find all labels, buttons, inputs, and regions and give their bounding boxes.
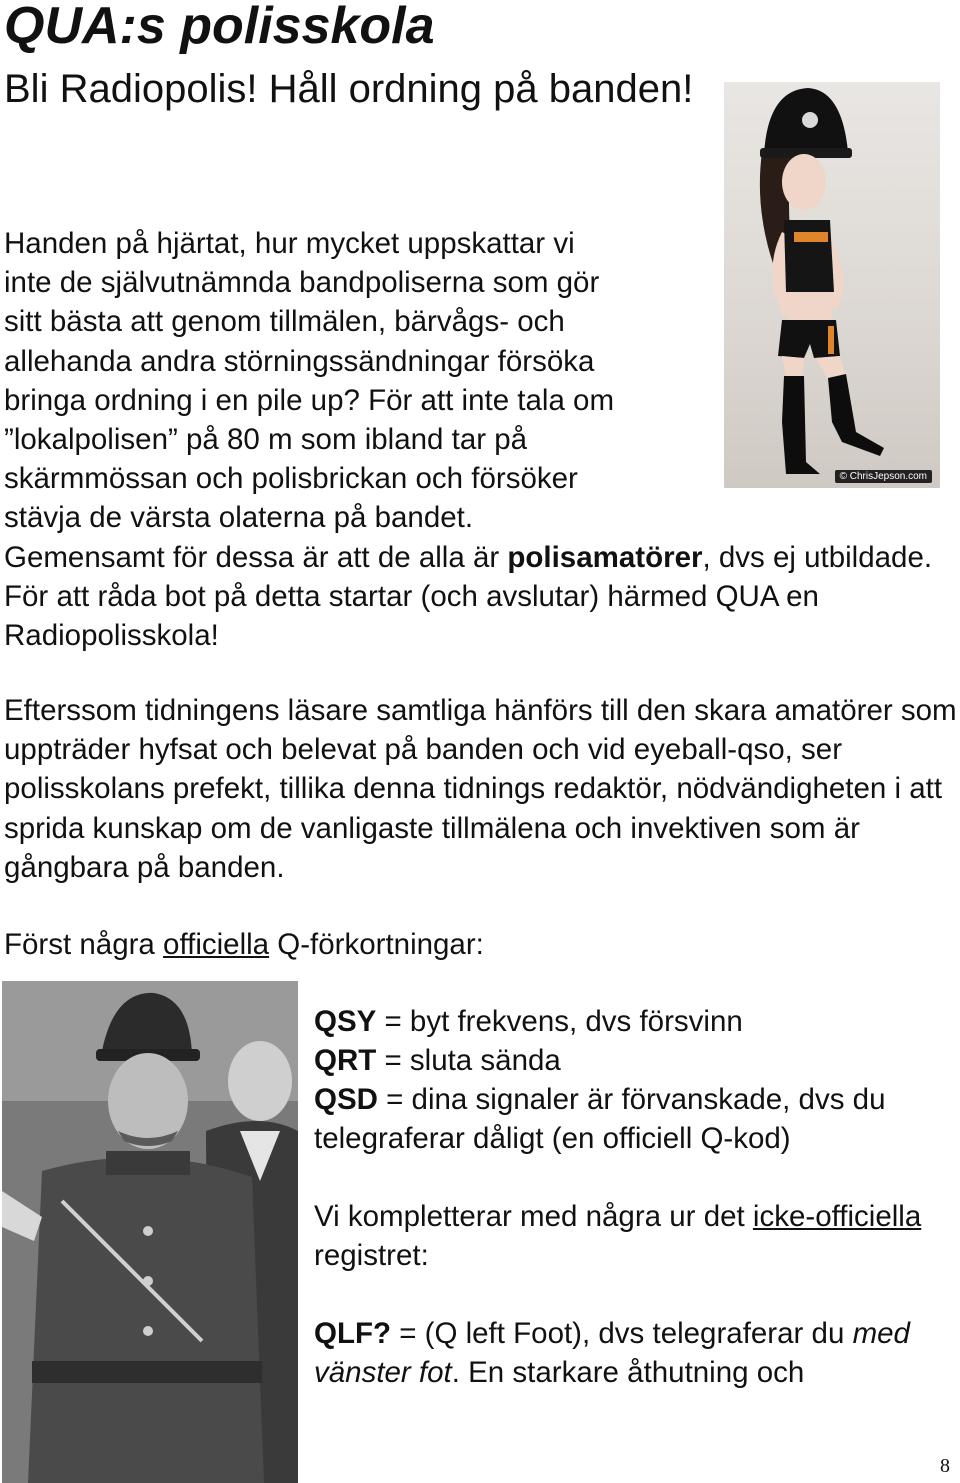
intro-line: inte de självutnämnda bandpoliserna som gör [4,266,600,300]
q-code-list [314,1002,954,1392]
q-code-meaning: = (Q left Foot), dvs telegraferar du [391,1317,853,1350]
police-officers-photo [2,981,298,1483]
q-code: QLF? [314,1317,392,1350]
q-code-meaning-end: . En starkare åthutning och [451,1356,805,1389]
q-code: QSY [314,1005,377,1038]
intro-line: ”lokalpolisen” på 80 m som ibland tar på [4,423,528,457]
q-code-meaning: = byt frekvens, dvs försvinn [376,1005,743,1038]
unofficial-intro-underlined: icke-officiella [752,1200,922,1233]
list-spacer [314,1275,954,1314]
page-subtitle: Bli Radiopolis! Håll ordning på banden! [4,67,694,111]
intro-paragraph [4,224,954,655]
official-intro-after: Q-förkortningar: [269,928,484,961]
police-officers-figure [2,981,298,1483]
intro-line: Handen på hjärtat, hur mycket uppskattar vi [4,227,575,260]
official-codes-intro [4,925,704,964]
unofficial-codes-intro [314,1197,954,1275]
unofficial-intro-before: Vi kompletterar med några ur det [314,1200,753,1233]
page-title: QUA:s polisskola [4,0,435,55]
unofficial-intro-after: registret: [314,1239,429,1272]
q-code: QRT [314,1044,377,1077]
page-number: 8 [940,1455,950,1477]
list-spacer [314,1158,954,1197]
intro-common-end: , dvs ej utbildade. [702,540,933,574]
official-intro-underlined: officiella [163,928,270,961]
intro-line: skärmmössan och polisbrickan och försöker [4,462,578,496]
unofficial-code-item [314,1314,954,1392]
intro-remedy-text: För att råda bot på detta startar (och avslutar) härmed QUA en Radiopolisskola! [4,579,819,653]
intro-line: sitt bästa att genom tillmälen, bärvågs- och [4,305,565,339]
intro-common-bold: polisamatörer [507,540,703,574]
intro-line: stävja de värsta olaterna på bandet. [4,501,474,535]
q-code-item [314,1080,954,1158]
q-code-meaning: = dina signaler är förvanskade, dvs du telegraferar dåligt (en officiell Q-kod) [314,1083,886,1155]
intro-common-text: Gemensamt för dessa är att de alla är [4,540,508,574]
q-code-item [314,1002,954,1041]
second-paragraph: Efterssom tidningens läsare samtliga hänförs till den skara amatörer som uppträder hyfsat och belevat på banden och vid eyeball-qso, ser polisskolans prefekt, tillika denna tidnings redaktör, nödvändigheten i att sprida kunskap om de vanligaste tillmälena och invektiven som är gångbara på banden. [4,694,957,884]
q-code: QSD [314,1083,378,1116]
intro-line: allehanda andra störningssändningar försöka [4,344,595,378]
photo-credit: © ChrisJepson.com [835,470,932,483]
q-code-meaning: = sluta sända [376,1044,561,1077]
q-code-item [314,1041,954,1080]
intro-line: bringa ordning i en pile up? För att inte tala om [4,383,615,417]
official-intro-before: Först några [4,928,164,961]
q-code-meaning-italic: med vänster fot [314,1317,910,1389]
